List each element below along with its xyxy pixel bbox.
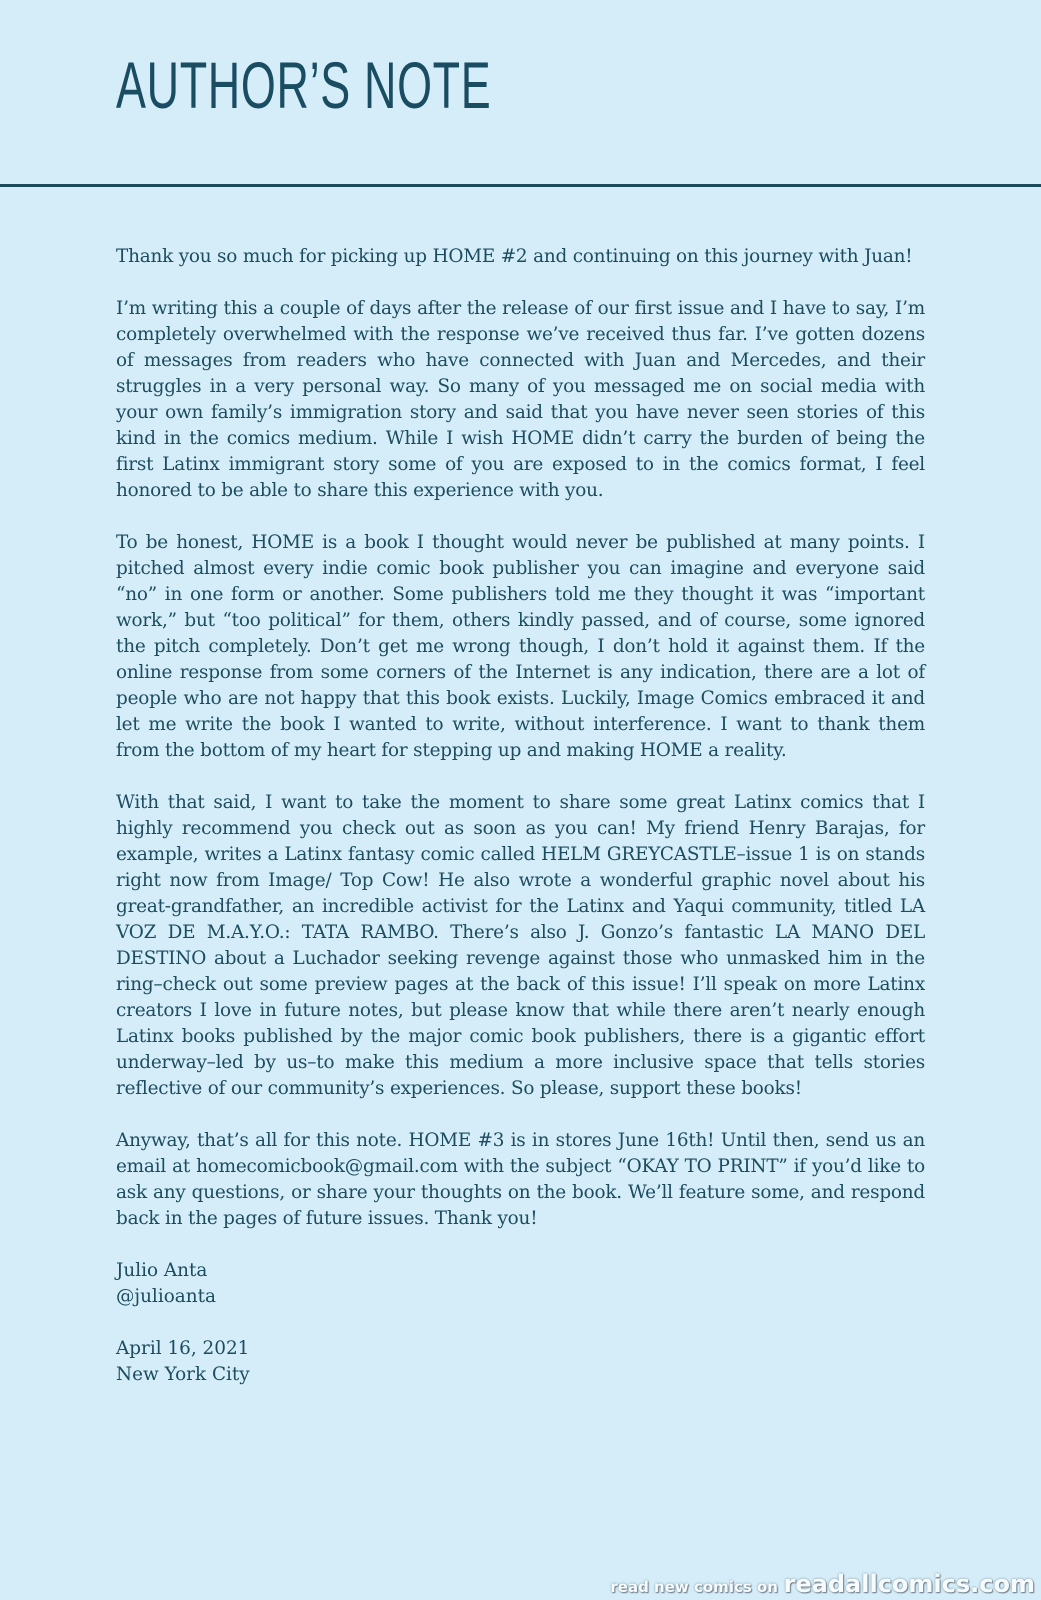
paragraph-closing: Anyway, that’s all for this note. HOME #3 is in stores June 16th! Until then, send us an email at homecomicbook@gmail.com with the subject “OKAY TO PRINT” if you’d like to ask any questions, or share your thoughts on the book. We’ll feature some, and respond back in the pages of future issues. Thank you!	[116, 1130, 925, 1229]
paragraph-response: I’m writing this a couple of days after the release of our first issue and I have to say, I’m completely overwhelmed with the response we’ve received thus far. I’ve gotten dozens of messages from readers who have connected with Juan and Mercedes, and their struggles in a very personal way. So many of you messaged me on social media with your own family’s immigration story and said that you have never seen stories of this kind in the comics medium. While I wish HOME didn’t carry the burden of being the first Latinx immigrant story some of you are exposed to in the comics format, I feel honored to be able to share this experience with you.	[116, 298, 925, 501]
note-body	[116, 244, 925, 1414]
paragraph-intro: Thank you so much for picking up HOME #2 and continuing on this journey with Juan!	[116, 246, 913, 267]
page-title: AUTHOR’S NOTE	[116, 48, 492, 122]
page-header	[0, 0, 1041, 184]
note-location: New York City	[116, 1364, 250, 1385]
author-name: Julio Anta	[116, 1260, 208, 1281]
author-handle: @julioanta	[116, 1286, 216, 1307]
site-watermark	[610, 1570, 1035, 1598]
note-date: April 16, 2021	[116, 1338, 250, 1359]
dateline-block	[116, 1336, 925, 1388]
signature-block	[116, 1258, 925, 1310]
watermark-site: readallcomics.com	[783, 1570, 1035, 1598]
header-divider	[0, 184, 1041, 187]
paragraph-recommendations: With that said, I want to take the moment to share some great Latinx comics that I highly recommend you check out as soon as you can! My friend Henry Barajas, for example, writes a Latinx fantasy comic called HELM GREYCASTLE–issue 1 is on stands right now from Image/ Top Cow! He also wrote a wonderful graphic novel about his great-grandfather, an incredible activist for the Latinx and Yaqui community, titled LA VOZ DE M.A.Y.O.: TATA RAMBO. There’s also J. Gonzo’s fantastic LA MANO DEL DESTINO about a Luchador seeking revenge against those who unmasked him in the ring–check out some preview pages at the back of this issue! I’ll speak on more Latinx creators I love in future notes, but please know that while there aren’t nearly enough Latinx books published by the major comic book publishers, there is a gigantic effort underway–led by us–to make this medium a more inclusive space that tells stories reflective of our community’s experiences. So please, support these books!	[116, 792, 925, 1099]
paragraph-publishing: To be honest, HOME is a book I thought would never be published at many points. I pitched almost every indie comic book publisher you can imagine and everyone said “no” in one form or another. Some publishers told me they thought it was “important work,” but “too political” for them, others kindly passed, and of course, some ignored the pitch completely. Don’t get me wrong though, I don’t hold it against them. If the online response from some corners of the Internet is any indication, there are a lot of people who are not happy that this book exists. Luckily, Image Comics embraced it and let me write the book I wanted to write, without interference. I want to thank them from the bottom of my heart for stepping up and making HOME a reality.	[116, 532, 925, 761]
watermark-prefix: read new comics on	[610, 1578, 778, 1596]
